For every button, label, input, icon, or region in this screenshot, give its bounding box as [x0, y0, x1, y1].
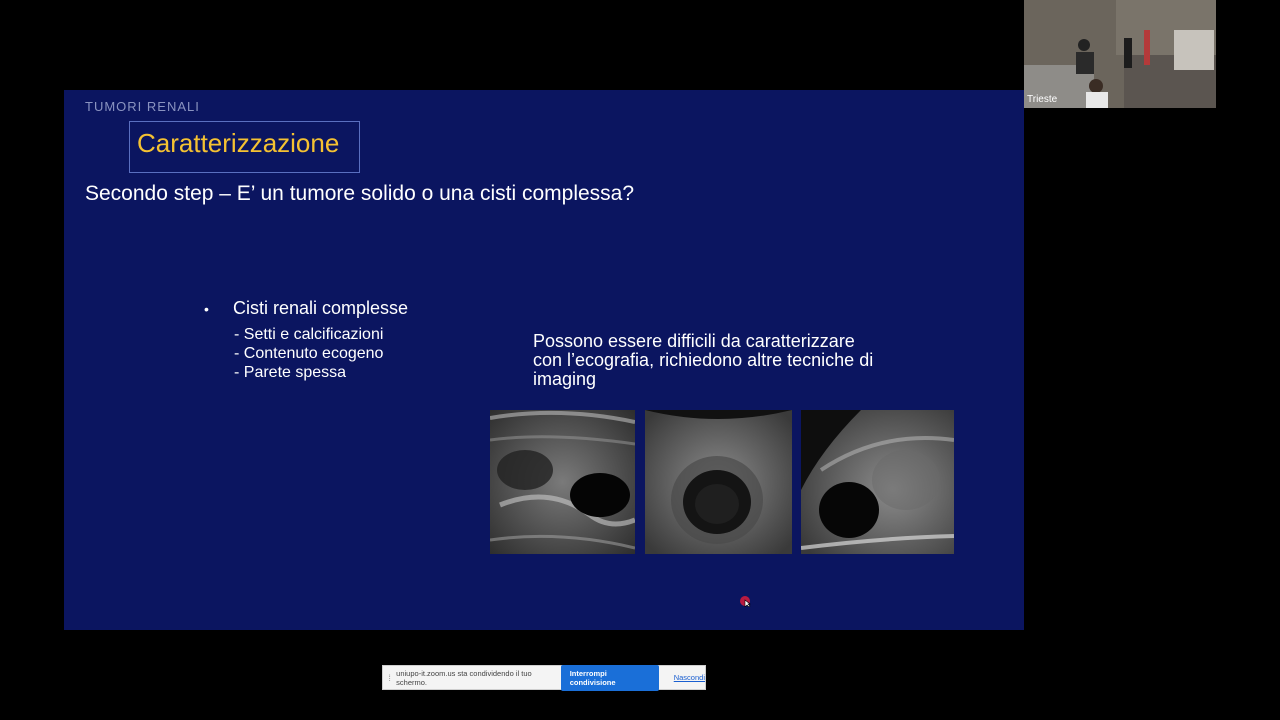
participant-name: Trieste — [1027, 94, 1058, 105]
slide-subtitle: Secondo step – E’ un tumore solido o una cisti complessa? — [85, 182, 635, 205]
note-line: Possono essere difficili da caratterizzare — [533, 331, 855, 351]
note-line: con l’ecografia, richiedono altre tecniche di — [533, 350, 874, 370]
drag-handle-icon[interactable]: ⁞ — [388, 672, 391, 683]
sub-item: - Setti e calcificazioni — [234, 326, 384, 343]
hide-link[interactable]: Nascondi — [673, 673, 705, 682]
presentation-slide — [64, 90, 1024, 630]
section-label: TUMORI RENALI — [85, 99, 200, 114]
mouse-pointer-icon — [740, 595, 752, 607]
ultrasound-image-1 — [490, 410, 635, 554]
stop-sharing-button[interactable]: Interrompi condivisione — [561, 665, 659, 691]
webcam-thumbnail[interactable] — [1024, 0, 1216, 108]
bullet-list — [204, 298, 408, 382]
screen-share-bar — [382, 665, 706, 690]
bullet-item — [204, 298, 408, 319]
note-text — [533, 332, 933, 389]
sub-item: - Parete spessa — [234, 364, 347, 381]
sub-item: - Contenuto ecogeno — [234, 345, 384, 362]
webcam-video — [1024, 0, 1216, 108]
slide-title: Caratterizzazione — [137, 128, 340, 158]
bullet-text: Cisti renali complesse — [233, 298, 409, 318]
sub-list — [234, 325, 408, 382]
ultrasound-image-3 — [801, 410, 954, 554]
title-box — [129, 121, 360, 173]
note-line: imaging — [533, 369, 597, 389]
ultrasound-image-2 — [645, 410, 792, 554]
bullet-icon: • — [204, 301, 209, 317]
share-message: uniupo-it.zoom.us sta condividendo il tuo schermo. — [396, 668, 532, 687]
